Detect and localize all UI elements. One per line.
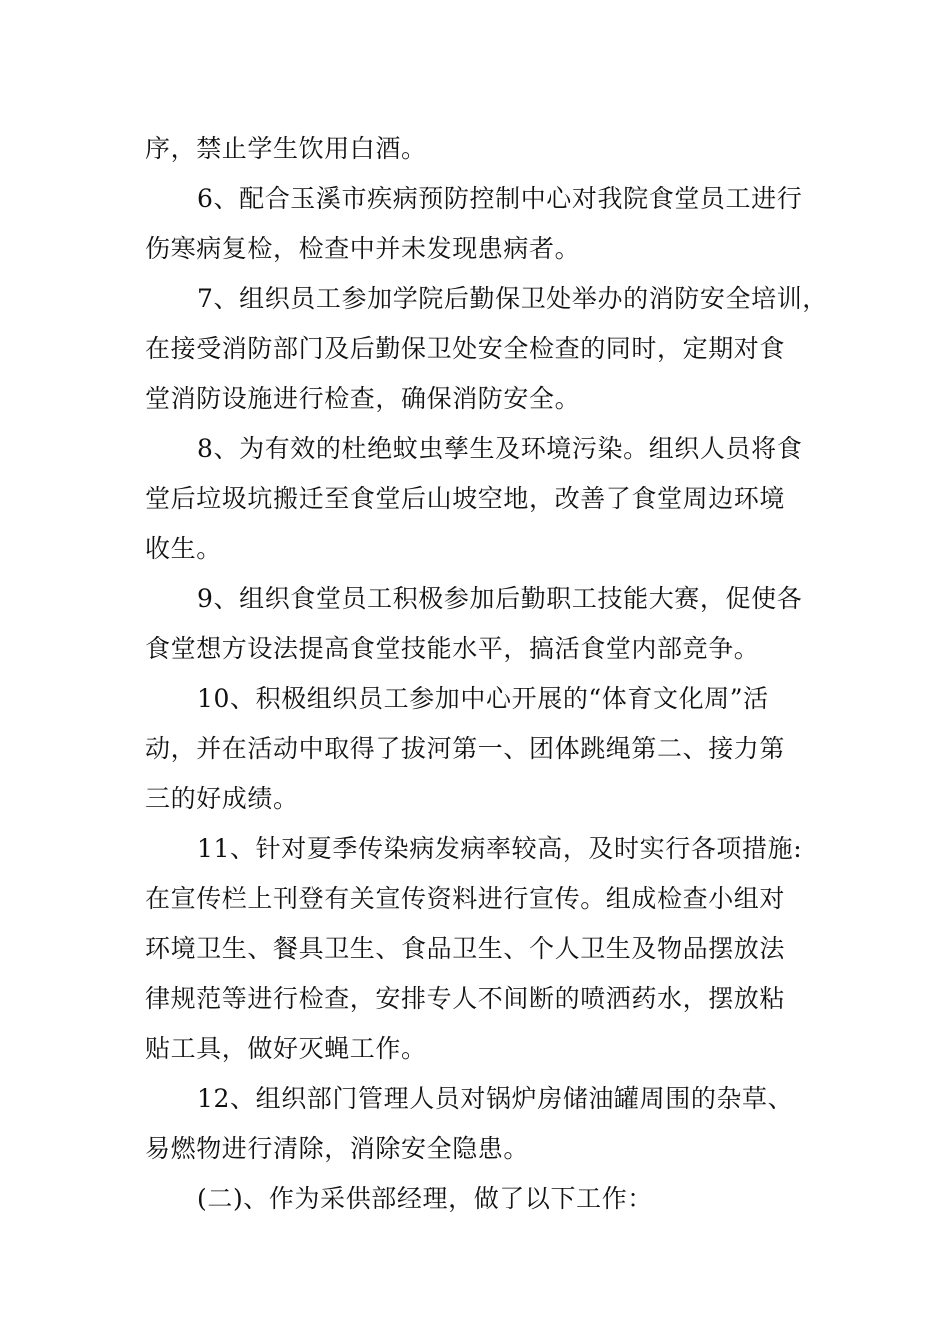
text-line: 在接受消防部门及后勤保卫处安全检查的同时，定期对食: [145, 334, 786, 363]
text-line-item-9: 9、组织食堂员工积极参加后勤职工技能大赛，促使各: [197, 584, 803, 613]
text-line: 三的好成绩。: [145, 784, 299, 813]
text-line-item-10: 10、积极组织员工参加中心开展的“体育文化周”活: [197, 684, 769, 713]
text-line-item-8: 8、为有效的杜绝蚊虫孳生及环境污染。组织人员将食: [197, 434, 803, 463]
text-line: 收生。: [145, 534, 222, 563]
text-line: 堂后垃圾坑搬迁至食堂后山坡空地，改善了食堂周边环境: [145, 484, 786, 513]
text-line: 易燃物进行清除，消除安全隐患。: [145, 1134, 530, 1163]
text-line: 伤寒病复检，检查中并未发现患病者。: [145, 234, 581, 263]
text-line-item-11: 11、针对夏季传染病发病率较高，及时实行各项措施:: [197, 834, 803, 863]
text-line: 环境卫生、餐具卫生、食品卫生、个人卫生及物品摆放法: [145, 934, 786, 963]
text-line: 动，并在活动中取得了拔河第一、团体跳绳第二、接力第: [145, 734, 786, 763]
text-line: 律规范等进行检查，安排专人不间断的喷洒药水，摆放粘: [145, 984, 786, 1013]
text-line: 食堂想方设法提高食堂技能水平，搞活食堂内部竞争。: [145, 634, 760, 663]
text-line: 堂消防设施进行检查，确保消防安全。: [145, 384, 581, 413]
text-line: 贴工具，做好灭蝇工作。: [145, 1034, 427, 1063]
text-line: 序，禁止学生饮用白酒。: [145, 134, 427, 163]
body-text: [145, 124, 828, 1224]
text-line-item-12: 12、组织部门管理人员对锅炉房储油罐周围的杂草、: [197, 1084, 794, 1113]
section-heading-2: (二)、作为采供部经理，做了以下工作：: [197, 1184, 653, 1213]
text-line: 在宣传栏上刊登有关宣传资料进行宣传。组成检查小组对: [145, 884, 786, 913]
text-line-item-6: 6、配合玉溪市疾病预防控制中心对我院食堂员工进行: [197, 184, 803, 213]
text-line-item-7: 7、组织员工参加学院后勤保卫处举办的消防安全培训，: [197, 284, 828, 313]
